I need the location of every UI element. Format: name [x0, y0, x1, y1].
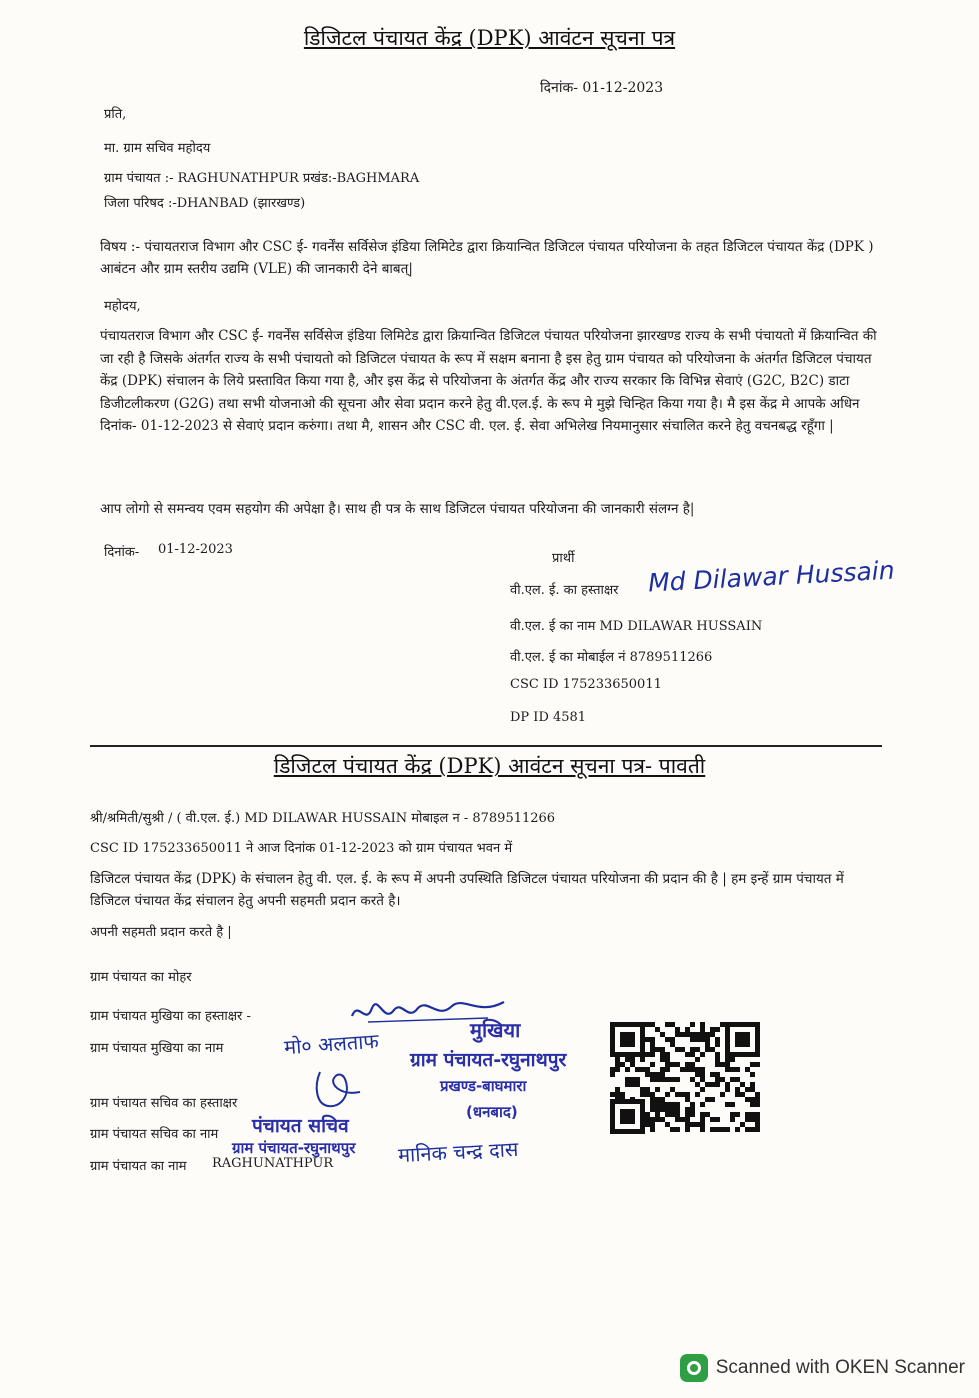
receipt-title: डिजिटल पंचायत केंद्र (DPK) आवंटन सूचना पत्र- पावती: [273, 754, 706, 778]
scanner-text: Scanned with OKEN Scanner: [715, 1357, 965, 1378]
salutation: महोदय,: [104, 299, 141, 314]
receipt-line-4: अपनी सहमती प्रदान करते है |: [90, 925, 232, 940]
to-line: प्रति,: [104, 107, 127, 122]
csc-id-line: CSC ID 175233650011: [510, 677, 662, 692]
qr-code-icon: [610, 1022, 760, 1134]
applicant-label: प्रार्थी: [552, 551, 575, 566]
receipt-line-2: CSC ID 175233650011 ने आज दिनांक 01-12-2023 को ग्राम पंचायत भवन में: [90, 841, 513, 856]
stamp-gram-panchayat: ग्राम पंचायत-रघुनाथपुर: [410, 1049, 567, 1071]
sachiv-signature: [310, 1066, 370, 1112]
sachiv-name-label: ग्राम पंचायत सचिव का नाम: [90, 1127, 219, 1142]
subject: विषय :- पंचायतराज विभाग और CSC ई- गवर्नेंस सर्विसेज इंडिया लिमिटेड द्वारा क्रियान्वित डिजिटल पंचायत परियोजना के तहत डिजिटल पंचायत केंद्र (DPK ) आबंटन और ग्राम स्तरीय उद्यमि (VLE) की जानकारी देने बाबत्|: [100, 239, 874, 277]
stamp-district: (धनबाद): [466, 1103, 518, 1121]
seal-label: ग्राम पंचायत का मोहर: [90, 970, 192, 985]
section-divider: [90, 745, 882, 747]
stamp-mukhiya: मुखिया: [470, 1018, 521, 1042]
stamp-sachiv-gram-panchayat: ग्राम पंचायत-रघुनाथपुर: [232, 1139, 356, 1157]
handwritten-sachiv-name: मानिक चन्द्र दास: [397, 1136, 519, 1168]
closing-line: आप लोगो से समन्वय एवम सहयोग की अपेक्षा है। साथ ही पत्र के साथ डिजिटल पंचायत परियोजना की जानकारी संलग्न है|: [100, 501, 695, 517]
handwritten-mukhiya-name: मो० अलताफ: [283, 1028, 380, 1060]
panchayat-name-label: ग्राम पंचायत का नाम: [90, 1159, 187, 1174]
receipt-line-1: श्री/श्रमिती/सुश्री / ( वी.एल. ई.) MD DILAWAR HUSSAIN मोबाइल न - 8789511266: [90, 811, 556, 826]
vle-mobile-line: वी.एल. ई का मोबाईल नं 8789511266: [510, 650, 713, 665]
receipt-line-3: डिजिटल पंचायत केंद्र (DPK) के संचालन हेतु वी. एल. ई. के रूप में अपनी उपस्थिति डिजिटल पंचायत परियोजना की प्रदान की है | हम इन्हें ग्राम पंचायत में डिजिटल पंचायत केंद्र संचालन हेतु अपनी सहमती प्रदान करते है।: [90, 871, 844, 909]
panchayat-name-value: RAGHUNATHPUR: [212, 1156, 334, 1171]
stamp-prakhand: प्रखण्ड-बाघमारा: [440, 1077, 527, 1095]
stamp-sachiv: पंचायत सचिव: [252, 1115, 349, 1137]
scanner-logo-icon: [680, 1354, 708, 1382]
mukhiya-sign-label: ग्राम पंचायत मुखिया का हस्ताक्षर -: [90, 1009, 251, 1024]
zila-line: जिला परिषद :-DHANBAD (झारखण्ड): [104, 196, 306, 211]
bottom-date-label: दिनांक-: [104, 545, 140, 560]
vle-signature: Md Dilawar Hussain: [647, 555, 896, 598]
gram-panchayat-line: ग्राम पंचायत :- RAGHUNATHPUR प्रखंड:-BAGHMARA: [104, 171, 420, 186]
letter-body: पंचायतराज विभाग और CSC ई- गवर्नेंस सर्विसेज इंडिया लिमिटेड द्वारा क्रियान्वित डिजिटल पंचायत परियोजना झारखण्ड राज्य के सभी पंचायतो में क्रियान्वित की जा रही है जिसके अंतर्गत राज्य के सभी पंचायतो को डिजिटल पंचायत के रूप में सक्षम बनाना है इस हेतु ग्राम पंचायत को परियोजना के अंतर्गत डिजिटल पंचायत केंद्र (DPK) संचालन के लिये प्रस्तावित किया गया है, और इस केंद्र से परियोजना के अंतर्गत केंद्र और राज्य सरकार कि विभिन्न सेवाएं (G2C, B2C) डाटा डिजीटलीकरण (G2G) तथा सभी योजनाओ की सूचना और सेवा प्रदान करने हेतु वी.एल.ई. के रूप मे मुझे चिन्हित किया गया है। मै इस केंद्र मे आपके अधिन दिनांक- 01-12-2023 से सेवाएं प्रदान करुंगा। तथा मै, शासन और CSC वी. एल. ई. सेवा अभिलेख नियमानुसार संचालित करने हेतु वचनबद्ध रहूँगा |: [100, 328, 877, 434]
vle-signature-label: वी.एल. ई. का हस्ताक्षर: [510, 583, 619, 598]
addressee: मा. ग्राम सचिव महोदय: [104, 141, 211, 156]
vle-name-line: वी.एल. ई का नाम MD DILAWAR HUSSAIN: [510, 619, 763, 634]
mukhiya-name-label: ग्राम पंचायत मुखिया का नाम: [90, 1041, 224, 1056]
dp-id-line: DP ID 4581: [510, 710, 587, 725]
sachiv-sign-label: ग्राम पंचायत सचिव का हस्ताक्षर: [90, 1096, 238, 1111]
letter-title: डिजिटल पंचायत केंद्र (DPK) आवंटन सूचना पत्र: [303, 26, 676, 50]
scanner-watermark: [680, 1354, 965, 1382]
letter-date: दिनांक- 01-12-2023: [540, 80, 664, 96]
bottom-date-value: 01-12-2023: [158, 542, 233, 557]
